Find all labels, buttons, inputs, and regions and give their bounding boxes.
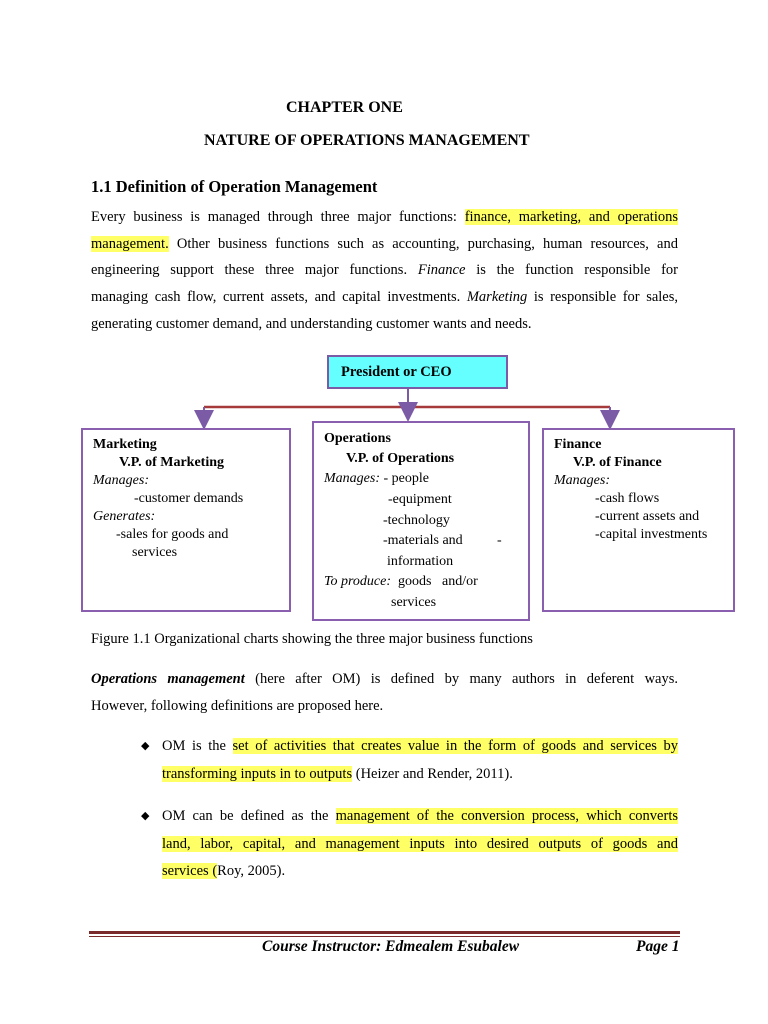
operations-item-information: information [387, 554, 454, 569]
om-definition-paragraph [91, 666, 678, 719]
footer-rule-thin [89, 936, 680, 937]
finance-item-assets: -current assets and [595, 509, 700, 524]
ceo-label: President or CEO [341, 364, 452, 380]
operations-box [312, 421, 530, 621]
bullet2-line-3: services (Roy, 2005). [162, 863, 286, 879]
marketing-title: Marketing [93, 437, 157, 452]
marketing-generates-label: Generates: [93, 509, 156, 524]
bullet-definition-1 [162, 733, 678, 788]
finance-item-capital: -capital investments [595, 527, 708, 542]
intro-line-3: engineering support these three major functions. Finance is the function responsible for [91, 262, 678, 279]
operations-produce-row: To produce: goods and/or [324, 574, 478, 589]
intro-line-2: management. Other business functions such as accounting, purchasing, human resources, and [91, 235, 678, 252]
footer-rule [89, 931, 680, 934]
marketing-vp: V.P. of Marketing [119, 455, 224, 470]
intro-paragraph [91, 204, 678, 337]
finance-item-cash: -cash flows [595, 491, 660, 506]
om-def-line-1: Operations management (here after OM) is defined by many authors in deferent ways. [91, 671, 678, 687]
operations-manages-row: Manages: - people [324, 471, 429, 486]
operations-item-dash: - [497, 533, 502, 548]
intro-line-4: managing cash flow, current assets, and capital investments. Marketing is responsible for sales, [91, 289, 679, 306]
bullet-icon: ◆ [141, 810, 150, 822]
finance-vp: V.P. of Finance [573, 455, 662, 470]
intro-line-5: generating customer demand, and understanding customer wants and needs. [91, 315, 532, 332]
bullet-definition-2 [162, 803, 678, 886]
ceo-box [327, 355, 508, 389]
bullet1-line-2: transforming inputs in to outputs (Heizer and Render, 2011). [162, 765, 513, 782]
bullet2-line-1: OM can be defined as the management of the conversion process, which converts [162, 808, 678, 824]
finance-manages-label: Manages: [554, 473, 610, 488]
bullet2-line-2: land, labor, capital, and management inputs into desired outputs of goods and [162, 835, 678, 852]
marketing-manages-item: -customer demands [134, 491, 244, 506]
marketing-box [81, 428, 291, 612]
bullet1-line-1: OM is the set of activities that creates value in the form of goods and services by [162, 738, 679, 754]
footer-instructor: Course Instructor: Edmealem Esubalew [262, 938, 520, 955]
om-def-line-2: However, following definitions are proposed here. [91, 697, 384, 714]
footer-page-number: Page 1 [636, 938, 680, 955]
operations-item-equipment: -equipment [388, 492, 452, 507]
operations-title: Operations [324, 431, 391, 446]
marketing-generates-item: -sales for goods and [116, 527, 229, 542]
operations-item-materials: -materials and [383, 533, 463, 548]
chapter-title: NATURE OF OPERATIONS MANAGEMENT [204, 132, 530, 149]
marketing-generates-item-cont: services [132, 545, 178, 560]
figure-caption: Figure 1.1 Organizational charts showing the three major business functions [91, 631, 533, 647]
chapter-number: CHAPTER ONE [286, 99, 403, 116]
section-heading: 1.1 Definition of Operation Management [91, 177, 378, 196]
intro-line-1: Every business is managed through three major functions: finance, marketing, and operations [91, 209, 678, 225]
finance-title: Finance [554, 437, 602, 452]
marketing-manages-label: Manages: [93, 473, 149, 488]
operations-produce-services: services [391, 595, 437, 610]
operations-item-technology: -technology [383, 513, 450, 528]
finance-box [542, 428, 735, 612]
operations-vp: V.P. of Operations [346, 451, 455, 466]
bullet-icon: ◆ [141, 740, 150, 752]
